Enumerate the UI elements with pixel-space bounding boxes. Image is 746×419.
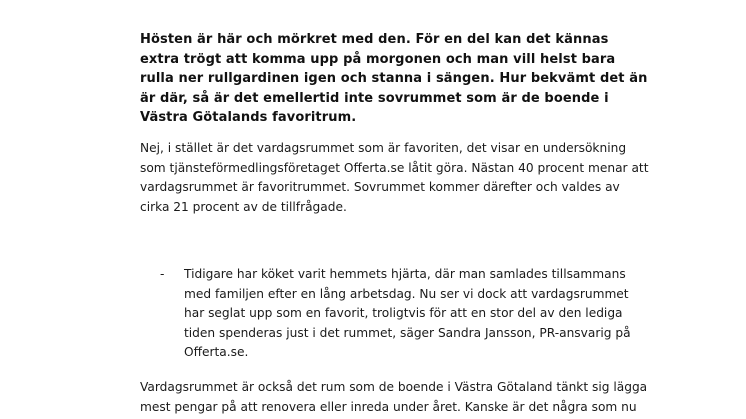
paragraph-line: Nej, i stället är det vardagsrummet som är favoriten, det visar en undersökning [140, 141, 627, 155]
quote-paragraph [184, 265, 654, 363]
lead-paragraph [140, 30, 648, 128]
quote-line: tiden spenderas just i det rummet, säger Sandra Jansson, PR-ansvarig på [184, 325, 631, 340]
quote-line: har seglat upp som en favorit, troligtvis för att en stor del av den lediga [184, 306, 623, 320]
paragraph-line: vardagsrummet är favoritrummet. Sovrummet kommer därefter och valdes av [140, 180, 620, 194]
paragraph-line: som tjänsteförmedlingsföretaget Offerta.se låtit göra. Nästan 40 procent menar att [140, 160, 649, 175]
body-paragraph-3 [140, 378, 648, 417]
body-paragraph-1 [140, 139, 649, 217]
quote-dash: - [160, 267, 165, 281]
lead-line: extra trögt att komma upp på morgonen och man vill helst bara [140, 51, 616, 67]
paragraph-line: mest pengar på att renovera eller inreda under året. Kanske är det några som nu [140, 399, 637, 414]
paragraph-line: cirka 21 procent av de tillfrågade. [140, 199, 347, 214]
lead-line: Hösten är här och mörkret med den. För en del kan det kännas [140, 32, 609, 47]
lead-line: Västra Götalands favoritrum. [140, 110, 357, 125]
quote-line: Tidigare har köket varit hemmets hjärta, där man samlades tillsammans [184, 267, 626, 281]
quote-line: Offerta.se. [184, 345, 249, 359]
lead-line: rulla ner rullgardinen igen och stanna i sängen. Hur bekvämt det än [140, 71, 648, 86]
paragraph-line: Vardagsrummet är också det rum som de boende i Västra Götaland tänkt sig lägga [140, 380, 648, 394]
lead-line: är där, så är det emellertid inte sovrummet som är de boende i [140, 90, 609, 106]
quote-line: med familjen efter en lång arbetsdag. Nu ser vi dock att vardagsrummet [184, 286, 629, 301]
